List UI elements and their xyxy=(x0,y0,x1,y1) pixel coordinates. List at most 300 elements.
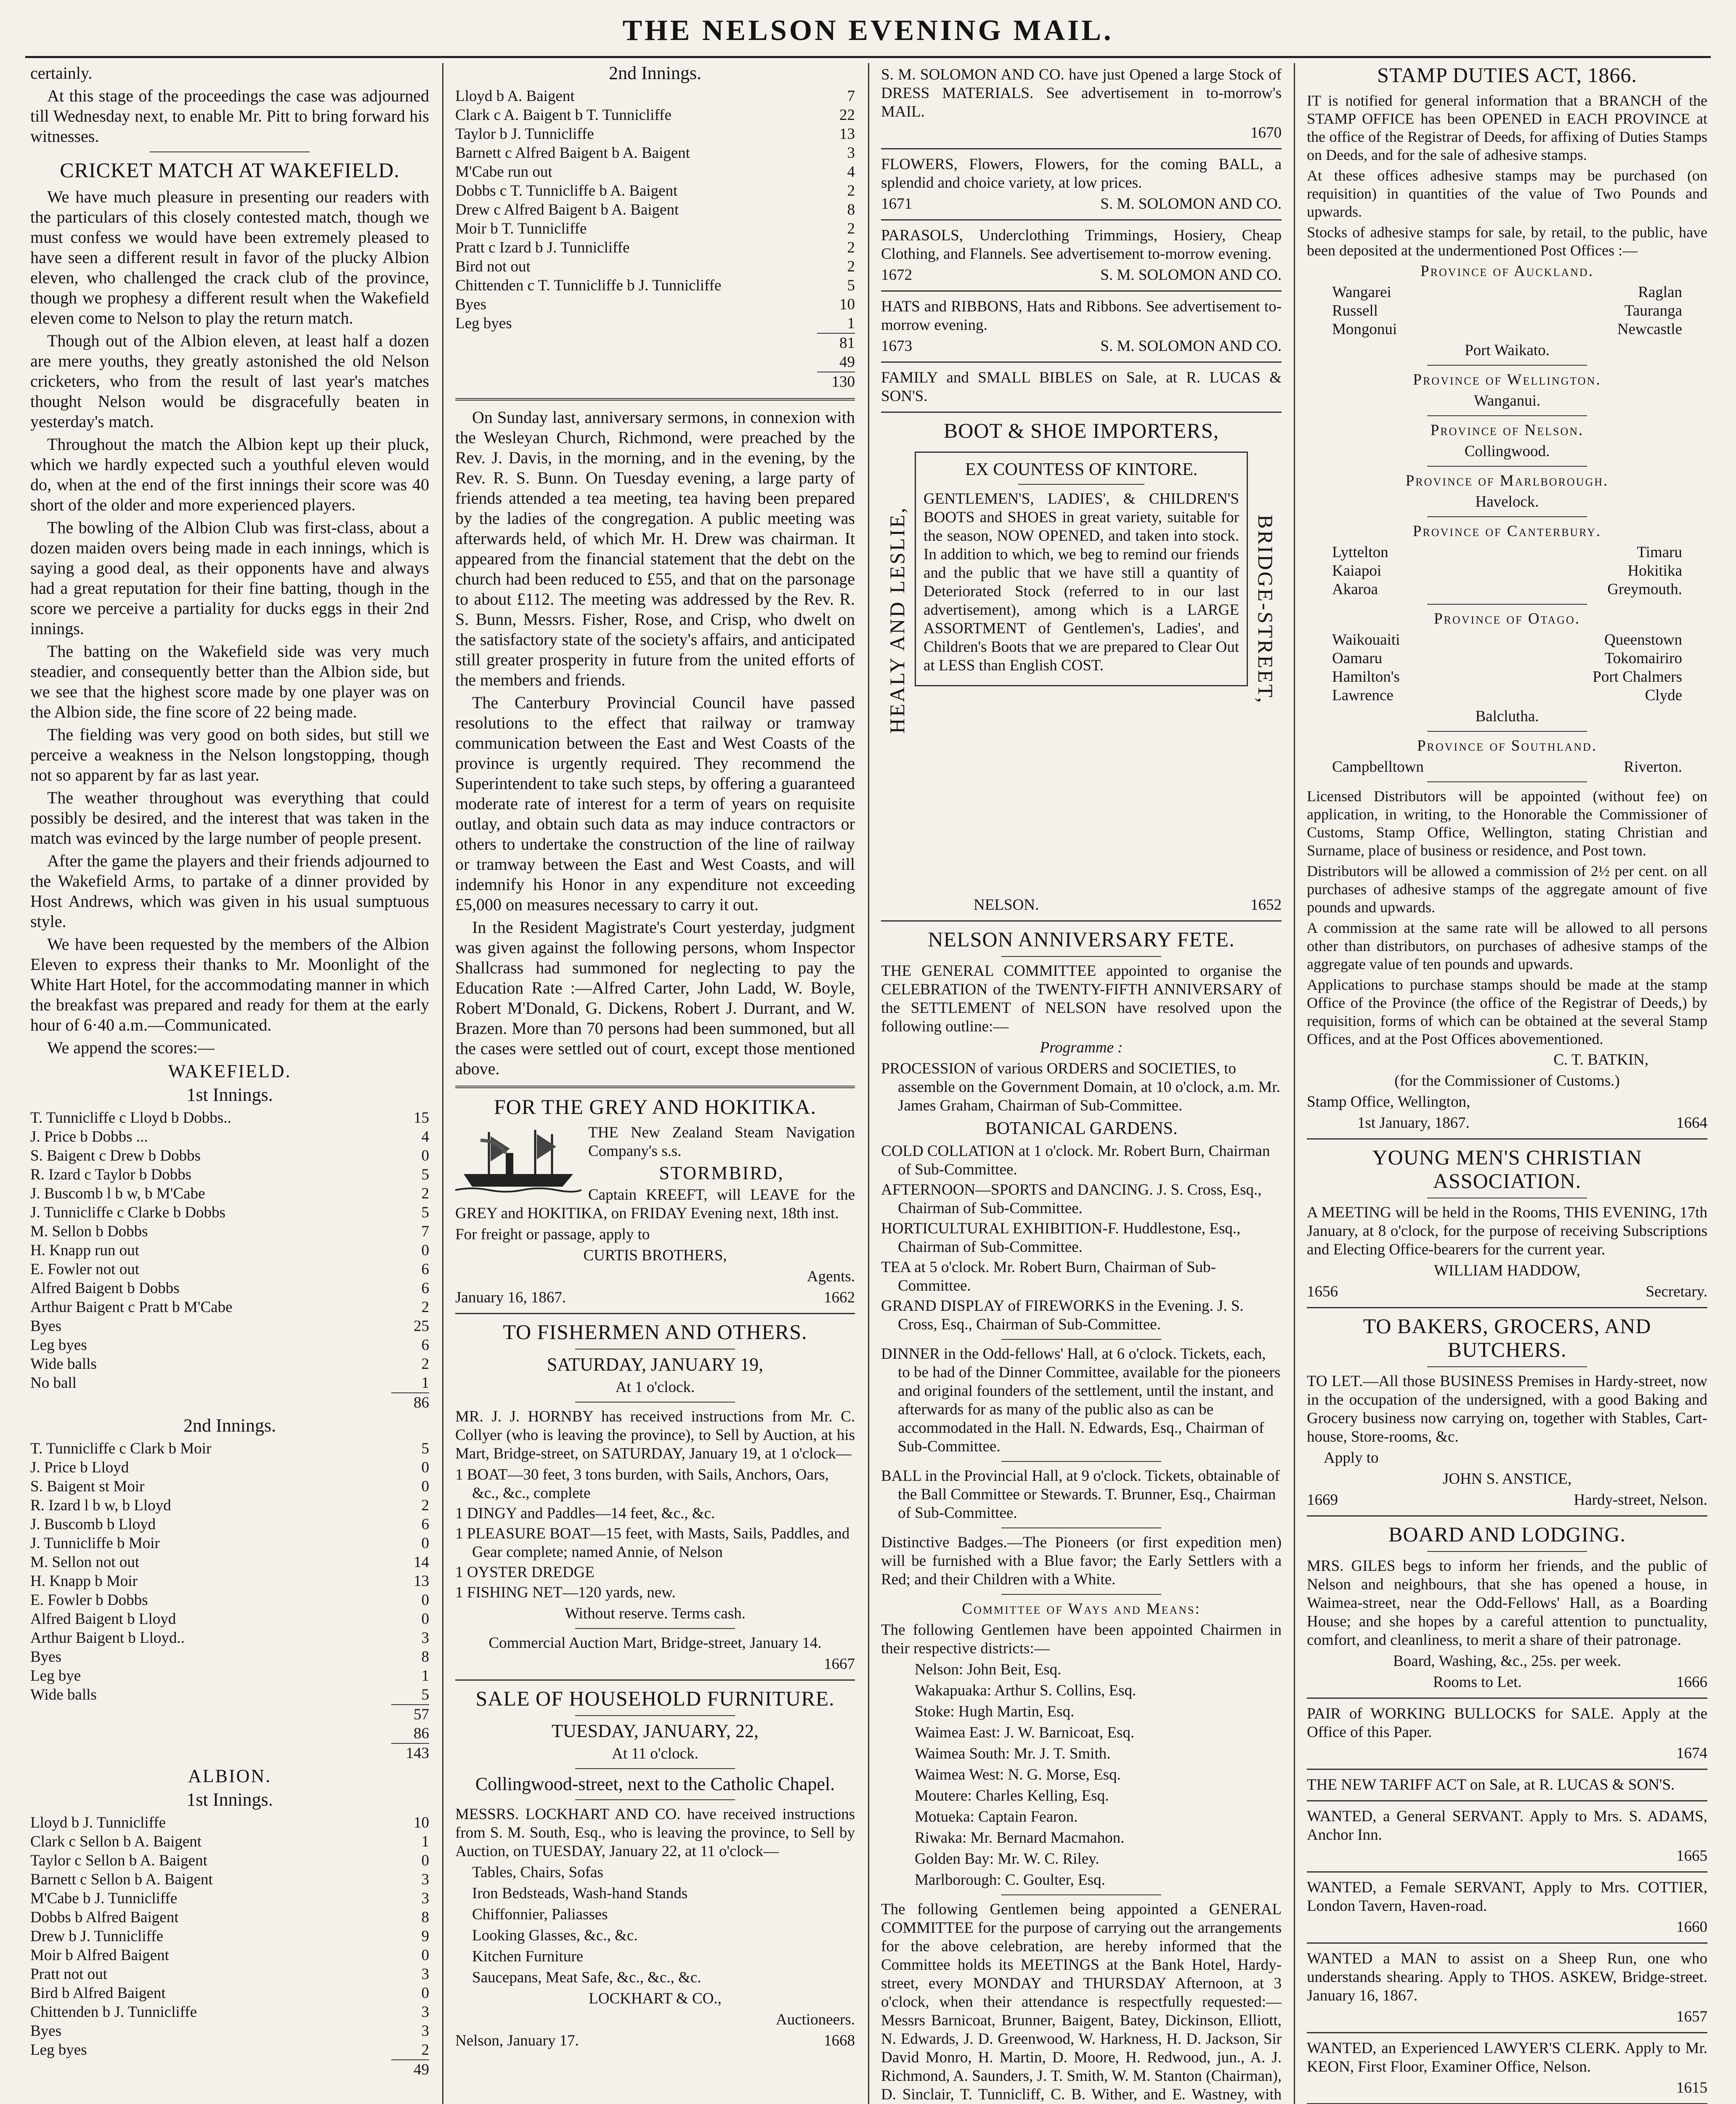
runs: 9 xyxy=(421,1928,429,1945)
ad-number: 1665 xyxy=(1676,1847,1707,1865)
ad-item-list xyxy=(455,1863,855,1987)
town: Waikouaiti xyxy=(1332,631,1400,648)
batsman: Chittenden c T. Tunnicliffe b J. Tunnicliffe xyxy=(455,277,722,294)
ad-side-text: HEALY AND LESLIE, xyxy=(885,506,909,734)
town: Russell xyxy=(1332,302,1378,319)
paragraph: The Canterbury Provincial Council have passed resolutions to the effect that railway or tramway communication between the East and West Coasts of the province is urgently required. They recommend the Superintendent to take such steps, by offering a guaranteed moderate rate of interest for a term of years on requisite outlay, and obtain such data as may induce contractors or others to undertake the construction of the line of railway or tramway between the East and West Coasts, and will indemnify his Honor in any expenditure not exceeding £5,000 on measures necessary to carry it out. xyxy=(455,693,855,914)
divider xyxy=(1307,2032,1707,2033)
score-row xyxy=(455,295,855,314)
runs: 1 xyxy=(847,315,855,332)
runs: 8 xyxy=(421,1648,429,1666)
ad-text: THE New Zealand Steam Navigation Company's s.s. xyxy=(588,1124,855,1160)
runs: 2 xyxy=(421,1497,429,1514)
town: Akaroa xyxy=(1332,581,1378,598)
ad-text: WANTED a MAN to assist on a Sheep Run, one who understands shearing. Apply to THOS. ASKEW, Bridge-street. January 16, 1867. xyxy=(1307,1950,1707,2004)
ad-time: At 1 o'clock. xyxy=(615,1379,695,1396)
wanted-ad xyxy=(1307,1807,1707,1865)
ad-number: 1664 xyxy=(1676,1114,1707,1132)
paragraph: We have much pleasure in presenting our readers with the particulars of this closely contested match, though we must confess we would have been extremely pleased to have seen a different result in favor of the plucky Albion eleven, who challenged the crack club of the province, though we prophesy a different result when the Wakefield eleven come to Nelson to play the return match. xyxy=(30,187,429,327)
score-row xyxy=(30,1496,429,1515)
runs: 7 xyxy=(847,88,855,105)
runs: 3 xyxy=(421,1629,429,1647)
score-row xyxy=(30,1965,429,1984)
article-body xyxy=(30,187,429,1058)
batsman: H. Knapp b Moir xyxy=(30,1573,138,1590)
ad-heading: YOUNG MEN'S CHRISTIAN ASSOCIATION. xyxy=(1372,1145,1642,1193)
divider xyxy=(455,1086,855,1088)
wanted-ad xyxy=(1307,1878,1707,1937)
score-row xyxy=(30,1373,429,1392)
score-row xyxy=(455,106,855,125)
ad-subheading: BOTANICAL GARDENS. xyxy=(985,1119,1178,1138)
score-row xyxy=(455,257,855,276)
ad-number: 1674 xyxy=(1676,1745,1707,1762)
runs: 8 xyxy=(421,1909,429,1926)
score-row xyxy=(30,1591,429,1610)
batsman: Leg bye xyxy=(30,1667,81,1684)
scorecard xyxy=(30,1439,429,1704)
batsman: R. Izard l b w, b Lloyd xyxy=(30,1497,171,1514)
ad-terms: Without reserve. Terms cash. xyxy=(565,1605,746,1622)
ad-text: WANTED, an Experienced LAWYER'S CLERK. Apply to Mr. KEON, First Floor, Examiner Office, Nelson. xyxy=(1307,2040,1707,2075)
list-item: AFTERNOON—SPORTS and DANCING. J. S. Cross, Esq., Chairman of Sub-Committee. xyxy=(881,1181,1262,1217)
list-item: Looking Glasses, &c., &c. xyxy=(472,1927,638,1944)
runs: 15 xyxy=(414,1109,429,1126)
divider xyxy=(1001,956,1162,957)
divider xyxy=(455,398,855,401)
runs: 2 xyxy=(847,239,855,256)
runs: 5 xyxy=(421,1204,429,1221)
innings-heading: 1st Innings. xyxy=(186,1084,273,1105)
ad-footer xyxy=(1307,1114,1707,1132)
ad-text: WANTED, a Female SERVANT, Apply to Mrs. COTTIER, London Tavern, Haven-road. xyxy=(1307,1879,1707,1915)
list-item: Waimea West: N. G. Morse, Esq. xyxy=(915,1766,1121,1783)
batsman: Alfred Baigent b Lloyd xyxy=(30,1610,176,1628)
divider xyxy=(1307,1942,1707,1944)
batsman: Leg byes xyxy=(30,2041,87,2059)
match-total: 130 xyxy=(831,373,855,391)
ad-heading: STAMP DUTIES ACT, 1866. xyxy=(1377,63,1637,87)
paragraph: After the game the players and their friends adjourned to the Wakefield Arms, to partake of a dinner provided by Host Andrews, which was given in his usual sumptuous style. xyxy=(30,851,429,931)
paragraph: We append the scores:— xyxy=(47,1038,215,1057)
runs: 0 xyxy=(421,1535,429,1552)
ad-subheading: Programme : xyxy=(1040,1039,1123,1056)
divider xyxy=(575,1349,735,1350)
list-item: 1 OYSTER DREDGE xyxy=(455,1564,595,1581)
town-row xyxy=(1307,668,1707,686)
ad-text: Board, Washing, &c., 25s. per week. xyxy=(1393,1652,1621,1670)
score-row xyxy=(30,1832,429,1851)
batsman: H. Knapp run out xyxy=(30,1242,139,1259)
runs: 3 xyxy=(421,1871,429,1888)
batsman: J. Tunnicliffe b Moir xyxy=(30,1535,160,1552)
province-heading: Province of Auckland. xyxy=(1420,263,1594,280)
ad-heading: NELSON ANNIVERSARY FETE. xyxy=(928,927,1235,951)
ad-subheading: EX COUNTESS OF KINTORE. xyxy=(965,460,1198,479)
score-row xyxy=(30,1927,429,1946)
batsman: No ball xyxy=(30,1374,77,1392)
divider xyxy=(881,290,1282,292)
innings-total: 57 xyxy=(414,1706,429,1723)
innings-heading: 2nd Innings. xyxy=(183,1415,276,1436)
batsman: Moir b T. Tunnicliffe xyxy=(455,220,587,237)
divider xyxy=(575,1715,735,1716)
province-heading: Province of Wellington. xyxy=(1413,371,1601,388)
town-row xyxy=(1307,320,1707,339)
score-row xyxy=(455,181,855,200)
runs: 2 xyxy=(847,182,855,199)
ad-text: FLOWERS, Flowers, Flowers, for the coming BALL, a splendid and choice variety, at low prices. xyxy=(881,156,1282,191)
ad-heading: TO BAKERS, GROCERS, AND BUTCHERS. xyxy=(1363,1314,1651,1361)
innings-total: 86 xyxy=(414,1394,429,1411)
paragraph: certainly. xyxy=(30,64,93,82)
batsman: Wide balls xyxy=(30,1686,97,1703)
masthead-rule xyxy=(25,56,1711,58)
list-item: Riwaka: Mr. Bernard Macmahon. xyxy=(915,1829,1125,1846)
score-row xyxy=(30,1355,429,1373)
ad-text: Rooms to Let. xyxy=(1433,1674,1522,1691)
town-row xyxy=(1307,580,1707,599)
list-item: Golden Bay: Mr. W. C. Riley. xyxy=(915,1850,1099,1868)
list-item: COLD COLLATION at 1 o'clock. Mr. Robert Burn, Chairman of Sub-Committee. xyxy=(881,1142,1270,1178)
runs: 13 xyxy=(414,1573,429,1590)
batsman: Pratt not out xyxy=(30,1966,107,1983)
score-row xyxy=(30,1870,429,1889)
batsman: Barnett c Sellon b A. Baigent xyxy=(30,1871,213,1888)
runs: 6 xyxy=(421,1336,429,1354)
province-heading: Province of Southland. xyxy=(1417,737,1598,754)
ad-signature: WILLIAM HADDOW, xyxy=(1433,1262,1580,1279)
ad-footer xyxy=(1307,1491,1707,1509)
score-row xyxy=(30,1336,429,1355)
ad-text: Licensed Distributors will be appointed (without fee) on application, in writing, to the Honorable the Commissioner of Customs, Stamp Office, Wellington, stating Christian and Surname, place of business or residence, and Post town. xyxy=(1307,788,1707,859)
masthead xyxy=(25,8,1711,58)
score-row xyxy=(30,1279,429,1298)
score-row xyxy=(30,1260,429,1279)
runs: 3 xyxy=(421,1890,429,1907)
divider xyxy=(1307,1698,1707,1699)
score-row xyxy=(30,1184,429,1203)
runs: 2 xyxy=(421,2041,429,2059)
ad-signature: Agents. xyxy=(807,1268,855,1285)
runs: 5 xyxy=(847,277,855,294)
ad-signature: CURTIS BROTHERS, xyxy=(583,1247,727,1264)
list-item: 1 FISHING NET—120 yards, new. xyxy=(455,1584,676,1601)
ad-text: TO LET.—All those BUSINESS Premises in Hardy-street, now in the occupation of the undersigned, with a good Baking and Grocery business now carrying on, together with Stables, Cart-house, Store-rooms, &c. xyxy=(1307,1373,1707,1445)
ad-item-list xyxy=(881,1142,1282,1334)
score-row xyxy=(30,1984,429,2003)
classifieds xyxy=(1307,1807,1707,2104)
batsman: T. Tunnicliffe c Lloyd b Dobbs.. xyxy=(30,1109,231,1126)
town: Riverton. xyxy=(1624,758,1682,776)
list-item: Marlborough: C. Goulter, Esq. xyxy=(915,1871,1105,1889)
runs: 0 xyxy=(421,1147,429,1164)
ship-name: STORMBIRD, xyxy=(659,1163,784,1183)
list-item: 1 PLEASURE BOAT—15 feet, with Masts, Sails, Paddles, and Gear complete; named Annie, of Nelson xyxy=(455,1525,850,1561)
list-item: 1 BOAT—30 feet, 3 tons burden, with Sails, Anchors, Oars, &c., &c., complete xyxy=(455,1466,829,1502)
score-row xyxy=(455,276,855,295)
ad-signature: S. M. SOLOMON AND CO. xyxy=(1100,337,1282,355)
score-row xyxy=(455,238,855,257)
ad-text: Commercial Auction Mart, Bridge-street, January 14. xyxy=(488,1634,822,1652)
batsman: Pratt c Izard b J. Tunnicliffe xyxy=(455,239,630,256)
runs: 0 xyxy=(421,1610,429,1628)
ad-subheading: Collingwood-street, next to the Catholic Chapel. xyxy=(475,1774,835,1794)
town: Port Chalmers xyxy=(1593,668,1682,685)
ad-number: 1668 xyxy=(824,2032,855,2049)
paragraph: We have been requested by the members of the Albion Eleven to express their thanks to Mr. Moonlight of the White Hart Hotel, for the accommodating manner in which the breakfast was prepared and ready for them at the early hour of 6·40 a.m.—Communicated. xyxy=(30,935,429,1034)
town: Lyttelton xyxy=(1332,544,1388,561)
town: Hamilton's xyxy=(1332,668,1400,685)
town: Port Waikato. xyxy=(1465,342,1550,359)
divider xyxy=(575,1628,735,1629)
town: Wanganui. xyxy=(1473,392,1541,409)
batsman: Drew b J. Tunnicliffe xyxy=(30,1928,163,1945)
match-total: 143 xyxy=(406,1745,429,1762)
province-heading: Province of Canterbury. xyxy=(1412,523,1602,540)
province-heading: Province of Marlborough. xyxy=(1405,472,1609,489)
batsman: Byes xyxy=(455,296,486,313)
runs: 5 xyxy=(421,1440,429,1457)
ad-subheading: SATURDAY, JANUARY 19, xyxy=(547,1354,764,1375)
column-rule xyxy=(442,63,443,2104)
innings-heading: 2nd Innings. xyxy=(609,63,701,83)
ad-text: The following Gentlemen being appointed a GENERAL COMMITTEE for the purpose of carrying out the arrangements for the above celebration, are hereby informed that the Committee holds its MEETINGS at the Bank Hotel, Hardy-street, every MONDAY and THURSDAY Afternoon, at 3 o'clock, when their attendance is respectfully requested:—Messrs Barnicoat, Brunner, Baigent, Batey, Dickinson, Elliott, N. Edwards, J. D. Greenwood, W. Harkness, H. D. Jackson, Sir David Monro, H. Martin, D. Moore, H. Redwood, jun., A. J. Richmond, A. Saunders, J. T. Smith, W. M. Stanton (Chairman), D. Sinclair, T. Tunnicliff, C. B. Wither, and E. Wastney, with xyxy=(881,1901,1282,2103)
batsman: Lloyd b A. Baigent xyxy=(455,88,575,105)
ad-text: PAIR of WORKING BULLOCKS for SALE. Apply at the Office of this Paper. xyxy=(1307,1705,1707,1741)
ad-town: NELSON. xyxy=(974,896,1039,914)
wanted-ad xyxy=(1307,2039,1707,2097)
ad-text: Stocks of adhesive stamps for sale, by retail, to the public, have been deposited at the undermentioned Post Offices :— xyxy=(1307,224,1707,259)
ad-footer xyxy=(881,266,1282,284)
batsman: Drew c Alfred Baigent b A. Baigent xyxy=(455,201,679,218)
ad-box xyxy=(915,452,1248,686)
ad-number: 1615 xyxy=(1676,2079,1707,2096)
paragraph: Throughout the match the Albion kept up their pluck, which we hardly expected such a youthful eleven would do, when at the end of the first innings their score was 40 short of the older and more experienced players. xyxy=(30,435,429,514)
ad-heading: TO FISHERMEN AND OTHERS. xyxy=(503,1320,807,1344)
runs: 22 xyxy=(839,106,855,124)
divider xyxy=(1427,731,1587,732)
ad-heading: SALE OF HOUSEHOLD FURNITURE. xyxy=(475,1687,835,1710)
town-row xyxy=(1307,283,1707,302)
scorecard xyxy=(455,87,855,333)
town: Hokitika xyxy=(1627,562,1682,579)
innings-total: 81 xyxy=(839,335,855,352)
ad-text: For freight or passage, apply to xyxy=(455,1226,650,1243)
ad-item-list xyxy=(881,1660,1282,1889)
ad-signature: S. M. SOLOMON AND CO. xyxy=(1100,195,1282,213)
divider xyxy=(1001,1339,1162,1340)
runs: 8 xyxy=(847,201,855,218)
runs: 1 xyxy=(421,1374,429,1392)
runs: 5 xyxy=(421,1686,429,1703)
ad-text: Distributors will be allowed a commission of 2½ per cent. on all purchases of adhesive stamps of the aggregate amount of five pounds and upwards. xyxy=(1307,863,1707,916)
town: Balclutha. xyxy=(1475,708,1539,725)
news-items xyxy=(455,407,855,1079)
runs: 2 xyxy=(421,1185,429,1202)
batsman: J. Buscomb l b w, b M'Cabe xyxy=(30,1185,205,1202)
ad-number: 1673 xyxy=(881,337,912,355)
town-row xyxy=(1307,543,1707,562)
score-row xyxy=(30,2040,429,2059)
runs: 0 xyxy=(421,1947,429,1964)
ad-signature: Auctioneers. xyxy=(775,2011,855,2028)
ad-footer xyxy=(881,337,1282,356)
ad-footer xyxy=(455,2032,855,2050)
divider xyxy=(1018,484,1144,485)
runs: 10 xyxy=(414,1814,429,1831)
batsman: Bird b Alfred Baigent xyxy=(30,1984,166,2002)
ad-number: 1666 xyxy=(1676,1674,1707,1691)
runs: 0 xyxy=(421,1984,429,2002)
ad-number: 1662 xyxy=(824,1289,855,1306)
score-row xyxy=(30,1666,429,1685)
batsman: Dobbs c T. Tunnicliffe b A. Baigent xyxy=(455,182,678,199)
divider xyxy=(1427,1366,1587,1367)
ad-signature: S. M. SOLOMON AND CO. xyxy=(1100,266,1282,284)
ad-time: At 11 o'clock. xyxy=(612,1745,698,1762)
ad-date: 1st January, 1867. xyxy=(1357,1114,1470,1132)
ad-heading: BOARD AND LODGING. xyxy=(1388,1522,1626,1546)
batsman: Taylor b J. Tunnicliffe xyxy=(455,125,594,143)
runs: 2 xyxy=(421,1299,429,1316)
score-row xyxy=(30,1477,429,1496)
ad-text: Stamp Office, Wellington, xyxy=(1307,1093,1471,1110)
divider xyxy=(150,151,309,152)
town: Kaiapoi xyxy=(1332,562,1382,579)
town: Tokomairiro xyxy=(1604,650,1682,667)
batsman: M. Sellon b Dobbs xyxy=(30,1223,148,1240)
divider xyxy=(1001,1461,1162,1462)
list-item: Tables, Chairs, Sofas xyxy=(472,1864,603,1881)
score-row xyxy=(30,1241,429,1260)
team-heading: ALBION. xyxy=(188,1766,272,1786)
runs: 0 xyxy=(421,1478,429,1495)
score-row xyxy=(30,1889,429,1908)
paragraph: On Sunday last, anniversary sermons, in connexion with the Wesleyan Church, Richmond, were preached by the Rev. J. Davis, in the morning, and in the evening, by the Rev. R. S. Bunn. On Tuesday evening, a large party of friends attended a tea meeting, tea having been prepared by the ladies of the congregation. A public meeting was afterwards held, of which Mr. H. Drew was chairman. It appeared from the financial statement that the debt on the church had been reduced to £55, and that on the parsonage to about £112. The meeting was addressed by the Rev. R. S. Bunn, Messrs. Fisher, Rose, and Crisp, who dwelt on the satisfactory state of the society's affairs, and anticipated still greater prosperity in future from the united efforts of the members and friends. xyxy=(455,408,855,689)
ad-text: THE GENERAL COMMITTEE appointed to organise the CELEBRATION of the TWENTY-FIFTH ANNIVERSARY of the SETTLEMENT of NELSON have resolved upon the following outline:— xyxy=(881,962,1282,1035)
ad-signature: LOCKHART & CO., xyxy=(589,1990,722,2007)
boot-ad xyxy=(881,447,1282,914)
runs: 10 xyxy=(839,296,855,313)
score-row xyxy=(30,1572,429,1591)
ad-footer xyxy=(881,896,1282,914)
runs: 6 xyxy=(421,1280,429,1297)
runs: 2 xyxy=(421,1355,429,1373)
divider xyxy=(1427,1551,1587,1552)
ad-footer xyxy=(1307,1673,1707,1692)
score-row xyxy=(455,125,855,143)
ad-subheading: TUESDAY, JANUARY, 22, xyxy=(552,1721,759,1741)
divider xyxy=(1427,466,1587,467)
runs: 6 xyxy=(421,1516,429,1533)
town: Raglan xyxy=(1638,284,1682,301)
paragraph: In the Resident Magistrate's Court yesterday, judgment was given against the following persons, whom Inspector Shallcrass had summoned for neglecting to pay the Education Rate :—Alfred Carter, John Ladd, W. Boyle, Robert M'Donald, G. Dickens, Robert J. Durrant, and W. Brazen. More than 70 persons had been summoned, but all the cases were settled out of court, except those mentioned above. xyxy=(455,918,855,1078)
runs: 0 xyxy=(421,1852,429,1869)
list-item: Waimea East: J. W. Barnicoat, Esq. xyxy=(915,1724,1135,1741)
batsman: Dobbs b Alfred Baigent xyxy=(30,1909,179,1926)
town-row xyxy=(1307,758,1707,776)
town: Newcastle xyxy=(1617,321,1682,338)
batsman: Wide balls xyxy=(30,1355,97,1373)
ad-text: THE NEW TARIFF ACT on Sale, at R. LUCAS & SON'S. xyxy=(1307,1776,1675,1793)
town: Campbelltown xyxy=(1332,758,1424,776)
list-item: Waimea South: Mr. J. T. Smith. xyxy=(915,1745,1111,1762)
ad-text: HATS and RIBBONS, Hats and Ribbons. See advertisement to-morrow evening. xyxy=(881,298,1282,334)
ad-item-list xyxy=(455,1466,855,1602)
score-row xyxy=(30,1146,429,1165)
ad-text: IT is notified for general information that a BRANCH of the STAMP OFFICE has been OPENED in EACH PROVINCE at the office of the Registrar of Deeds, for affixing of Duties Stamps on Deeds, and for the sale of adhesive stamps. xyxy=(1307,92,1707,163)
batsman: R. Izard c Taylor b Dobbs xyxy=(30,1166,192,1183)
ad-text: GENTLEMEN'S, LADIES', & CHILDREN'S BOOTS and SHOES in great variety, suitable for the season, NOW OPENED, and taken into stock. In addition to which, we beg to remind our friends and the public that we have still a quantity of Deteriorated Stock (referred to in our last advertisement), among which is a LARGE ASSORTMENT of Gentlemen's, Ladies', and Children's Boots that we are prepared to Clear Out at LESS than English COST. xyxy=(924,490,1239,674)
divider xyxy=(1427,781,1587,782)
runs: 25 xyxy=(414,1318,429,1335)
ad-number: 1656 xyxy=(1307,1283,1338,1300)
ad-text: At these offices adhesive stamps may be purchased (on requisition) in quantities of the value of Two Pounds and upwards. xyxy=(1307,167,1707,220)
scorecard xyxy=(30,1108,429,1392)
score-row xyxy=(30,1534,429,1553)
paragraph: At this stage of the proceedings the case was adjourned till Wednesday next, to enable Mr. Pitt to bring forward his witnesses. xyxy=(30,86,429,146)
runs: 0 xyxy=(421,1591,429,1609)
score-row xyxy=(455,87,855,106)
innings-total: 49 xyxy=(414,2061,429,2078)
divider xyxy=(1307,1515,1707,1517)
ad-number: 1652 xyxy=(1250,896,1282,914)
list-item: Chiffonnier, Paliasses xyxy=(472,1906,608,1923)
town: Clyde xyxy=(1645,687,1682,704)
score-row xyxy=(30,1908,429,1927)
article-heading: CRICKET MATCH AT WAKEFIELD. xyxy=(60,158,400,182)
ad-signature: C. T. BATKIN, xyxy=(1553,1051,1648,1068)
batsman: Lloyd b J. Tunnicliffe xyxy=(30,1814,166,1831)
town-row xyxy=(1307,302,1707,320)
divider xyxy=(1307,1307,1707,1308)
paragraph: The fielding was very good on both sides, but still we perceive a weakness in the Nelson longstopping, though not so apparent by far as last year. xyxy=(30,725,429,784)
runs: 7 xyxy=(421,1223,429,1240)
divider xyxy=(881,920,1282,922)
divider xyxy=(575,1402,735,1403)
batsman: Leg byes xyxy=(30,1336,87,1354)
innings-heading: 1st Innings. xyxy=(186,1789,273,1810)
ad-date: January 16, 1867. xyxy=(455,1289,566,1306)
ad-text: MR. J. J. HORNBY has received instructions from Mr. C. Collyer (who is leaving the province), to Sell by Auction, at his Mart, Bridge-street, on SATURDAY, January 19, at 1 o'clock— xyxy=(455,1408,855,1462)
score-row xyxy=(30,1165,429,1184)
runs: 0 xyxy=(421,1242,429,1259)
ad-text: Apply to xyxy=(1324,1449,1379,1466)
score-row xyxy=(30,2003,429,2022)
ad-text: A commission at the same rate will be allowed to all persons other than distributors, on purchases of adhesive stamps of the aggregate value of ten pounds and upwards. xyxy=(1307,919,1707,972)
batsman: Byes xyxy=(30,1648,61,1666)
divider xyxy=(1307,1871,1707,1873)
ad-text: WANTED, a General SERVANT. Apply to Mrs. S. ADAMS, Anchor Inn. xyxy=(1307,1808,1707,1844)
score-row xyxy=(30,2022,429,2040)
score-row xyxy=(30,1628,429,1647)
town: Havelock. xyxy=(1475,493,1539,510)
divider xyxy=(1427,604,1587,605)
divider xyxy=(1307,1769,1707,1770)
ad-side-text: BRIDGE-STREET, xyxy=(1254,515,1277,704)
ad-text: A MEETING will be held in the Rooms, THIS EVENING, 17th January, at 8 o'clock, for the purpose of receiving Subscriptions and Electing Office-bearers for the current year. xyxy=(1307,1204,1707,1258)
paragraph: The weather throughout was everything that could possibly be desired, and the interest that was taken in the match was evinced by the large number of people present. xyxy=(30,788,429,847)
ad-text: Captain KREEFT, will LEAVE for the GREY and HOKITIKA, on FRIDAY Evening next, 18th inst. xyxy=(455,1186,855,1222)
runs: 1 xyxy=(421,1667,429,1684)
runs: 4 xyxy=(421,1128,429,1145)
ad-signature: (for the Commissioner of Customs.) xyxy=(1394,1072,1620,1089)
batsman: T. Tunnicliffe c Clark b Moir xyxy=(30,1440,212,1457)
ad-heading: FOR THE GREY AND HOKITIKA. xyxy=(494,1095,817,1118)
runs: 6 xyxy=(421,1261,429,1278)
ad-number: 1667 xyxy=(824,1655,855,1673)
